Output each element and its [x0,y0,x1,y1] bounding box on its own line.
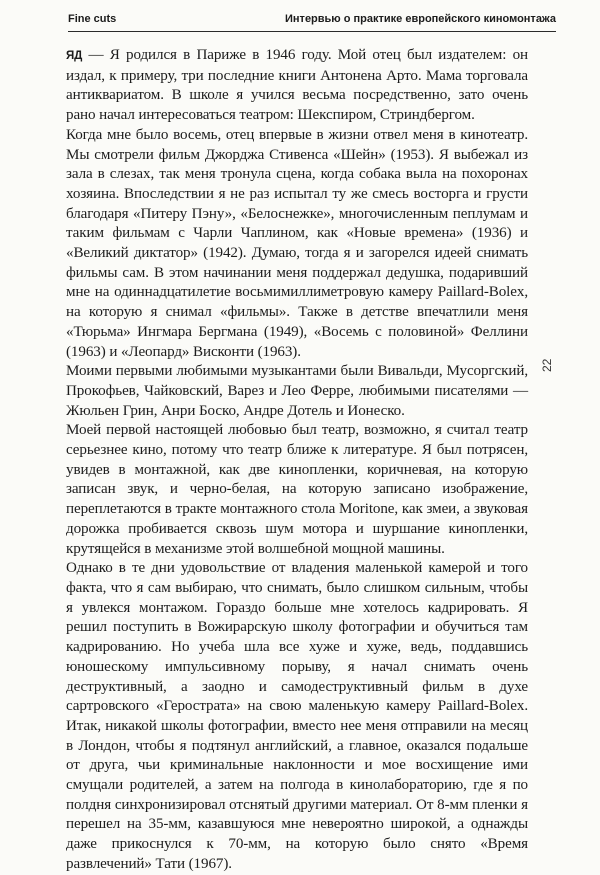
body-text [66,46,528,875]
paragraph-1 [66,46,528,126]
page-number: 22 [540,358,554,372]
running-header [68,7,556,32]
paragraph-3: Моими первыми любимыми музыкантами были Вивальди, Мусоргский, Прокофьев, Чайковский, Варез и Лео Ферре, любимыми писателями — Жюльен Грин, Анри Боско, Андре Дотель и Ионеско. [66,363,528,419]
paragraph-2: Когда мне было восемь, отец впервые в жизни отвел меня в кинотеатр. Мы смотрели фильм Джорджа Стивенса «Шейн» (1953). Я выбежал из зала в слезах, так меня тронула сцена, когда собака выла на похоронах хозяина. Впоследствии я не раз испытал ту же смесь восторга и грусти благодаря «Питеру Пэну», «Белоснежке», многочисленным пеплумам и таким фильмам с Чарли Чаплином, как «Новые времена» (1936) и «Великий диктатор» (1942). Думаю, тогда я и загорелся идеей снимать фильмы сам. В этом начинании меня поддержал дедушка, подаривший мне на одиннадцатилетие восьмимиллиметровую камеру Paillard-Bolex, на которую я снимал «фильмы». Также в детстве впечатлили меня «Тюрьма» Ингмара Бергмана (1949), «Восемь с половиной» Феллини (1963) и «Леопард» Висконти (1963). [66,126,528,360]
header-chapter-title: Интервью о практике европейского киномонтажа [285,13,556,25]
paragraph-4: Моей первой настоящей любовью был театр, возможно, я считал театр серьезнее кино, потому что театр ближе к литературе. Я был потрясен, увидев в монтажной, как две кинопленки, коричневая, на которую записан звук, и черно-белая, на которую записано изображение, переплетаются в тракте монтажного стола Moritone, как змеи, а звуковая дорожка пробивается сквозь шум мотора и шуршание кинопленки, крутящейся в механизме этой волшебной мощной машины. [66,422,528,557]
paragraph-5: Однако в те дни удовольствие от владения маленькой камерой и того факта, что я сам выбираю, что снимать, было слишком сильным, чтобы я увлекся монтажом. Гораздо больше мне хотелось кадрировать. Я решил поступить в Вожирарскую школу фотографии и обучиться там кадрированию. Но учеба шла все хуже и хуже, ведь, поддавшись юношескому импульсивному порыву, я начал снимать очень деструктивный, а заодно и самодеструктивный фильм в духе сартровского «Герострата» на свою маленькую камеру Paillard-Bolex. Итак, никакой школы фотографии, вместо нее меня отправили на месяц в Лондон, чтобы я подтянул английский, а главное, оказался подальше от друга, чьи криминальные наклонности и мое восхищение ими смущали родителей, а затем на полгода в кинолабораторию, где я по полдня синхронизировал отснятый другими материал. От 8-мм пленки я перешел на 35-мм, казавшуюся мне невероятно широкой, а однажды даже прикоснулся к 70-мм, на которую было снято «Время развлечений» Тати (1967). [66,560,528,872]
speaker-label: ЯД [66,50,83,62]
paragraph-1-text: — Я родился в Париже в 1946 году. Мой отец был издателем: он издал, к примеру, три последние книги Антонена Арто. Мама торговала антиквариатом. В школе я учился весьма посредственно, зато очень рано начал интересоваться театром: Шекспиром, Стриндбергом. [66,47,528,124]
header-book-title: Fine cuts [68,13,117,25]
